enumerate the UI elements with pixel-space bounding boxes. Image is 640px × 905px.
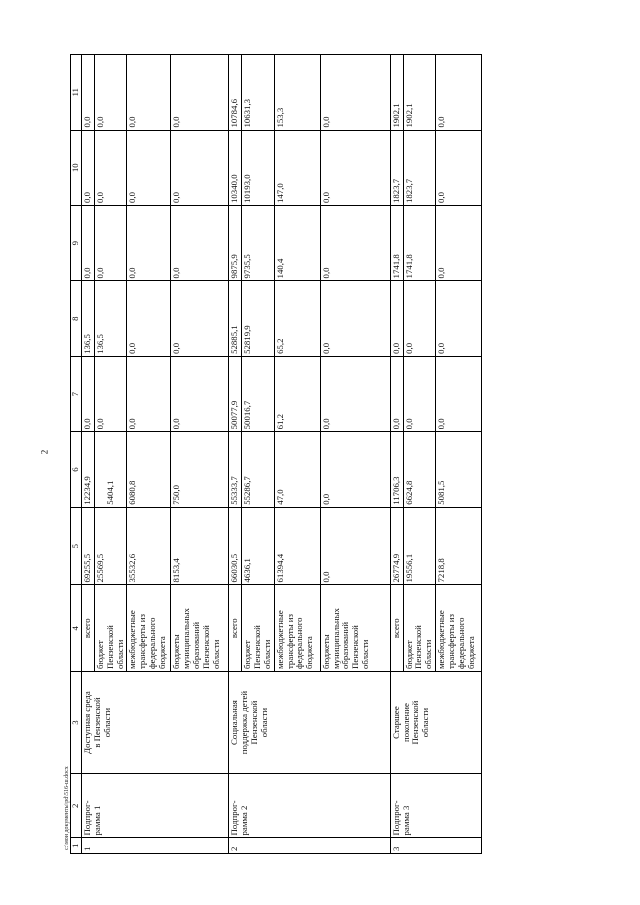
value-cell: 0,0 — [82, 205, 95, 280]
value-cell: 10193,0 — [242, 130, 275, 205]
funding-source-cell: бюджет Пензенской области — [94, 585, 127, 672]
row-c1-cell: 2 — [229, 838, 390, 854]
value-cell: 26774,9 — [390, 507, 403, 585]
header-cell: 5 — [71, 507, 82, 585]
value-cell: 0,0 — [320, 281, 390, 356]
funding-source-cell: всего — [229, 585, 242, 672]
row-c2-cell: Подпрог- рамма 3 — [390, 774, 481, 838]
value-cell: 55333,7 — [229, 432, 242, 507]
value-cell: 1902,1 — [390, 55, 403, 131]
funding-source-cell: межбюджетные трансферты из федерального бюджета — [127, 585, 171, 672]
header-cell: 7 — [71, 356, 82, 431]
header-cell: 2 — [71, 774, 82, 838]
value-cell: 55286,7 — [242, 432, 275, 507]
funding-source-cell: бюджеты муниципальных образований Пензенской области — [320, 585, 390, 672]
value-cell: 10340,0 — [229, 130, 242, 205]
value-cell: 0,0 — [127, 281, 171, 356]
table-row — [82, 55, 95, 854]
value-cell: 0,0 — [390, 281, 403, 356]
value-cell: 153,3 — [274, 55, 320, 131]
header-row — [71, 55, 82, 854]
value-cell: 0,0 — [320, 432, 390, 507]
value-cell: 12234,9 — [82, 432, 95, 507]
budget-table — [70, 54, 482, 854]
value-cell: 69255,5 — [82, 507, 95, 585]
funding-source-cell: бюджеты муниципальных образований Пензенской области — [171, 585, 229, 672]
header-cell: 3 — [71, 672, 82, 774]
value-cell: 0,0 — [436, 281, 482, 356]
value-cell: 50077,9 — [229, 356, 242, 431]
funding-source-cell: всего — [82, 585, 95, 672]
value-cell: 136,5 — [82, 281, 95, 356]
page-number: 2 — [39, 449, 50, 455]
value-cell: 0,0 — [82, 356, 95, 431]
header-cell: 11 — [71, 55, 82, 131]
header-cell: 10 — [71, 130, 82, 205]
header-cell: 6 — [71, 432, 82, 507]
value-cell: 0,0 — [320, 356, 390, 431]
value-cell: 8153,4 — [171, 507, 229, 585]
header-cell: 8 — [71, 281, 82, 356]
value-cell: 10784,6 — [229, 55, 242, 131]
value-cell: 140,4 — [274, 205, 320, 280]
value-cell: 65,2 — [274, 281, 320, 356]
value-cell: 750,0 — [171, 432, 229, 507]
value-cell: 9875,9 — [229, 205, 242, 280]
header-cell: 4 — [71, 585, 82, 672]
funding-source-cell: бюджет Пензенской области — [242, 585, 275, 672]
value-cell: 0,0 — [171, 55, 229, 131]
funding-source-cell: межбюджетные трансферты из федерального бюджета — [274, 585, 320, 672]
value-cell: 50016,7 — [242, 356, 275, 431]
value-cell: 0,0 — [171, 356, 229, 431]
value-cell: 0,0 — [320, 205, 390, 280]
value-cell: 4636,1 — [242, 507, 275, 585]
value-cell: 35532,6 — [127, 507, 171, 585]
value-cell: 0,0 — [436, 130, 482, 205]
row-c1-cell: 3 — [390, 838, 481, 854]
value-cell: 1823,7 — [390, 130, 403, 205]
value-cell: 47,0 — [274, 432, 320, 507]
value-cell: 0,0 — [390, 356, 403, 431]
value-cell: 7218,8 — [436, 507, 482, 585]
value-cell: 1741,8 — [403, 205, 436, 280]
table-row — [229, 55, 242, 854]
value-cell: 0,0 — [403, 281, 436, 356]
value-cell: 1823,7 — [403, 130, 436, 205]
funding-source-cell: бюджет Пензенской области — [403, 585, 436, 672]
value-cell: 5081,5 — [436, 432, 482, 507]
row-c3-cell: Старшее поколение Пензенской области — [390, 672, 481, 774]
value-cell: 136,5 — [94, 281, 127, 356]
value-cell: 0,0 — [171, 205, 229, 280]
value-cell: 0,0 — [320, 130, 390, 205]
funding-source-cell: всего — [390, 585, 403, 672]
value-cell: 0,0 — [94, 55, 127, 131]
row-c1-cell: 1 — [82, 838, 229, 854]
value-cell: 61394,4 — [274, 507, 320, 585]
value-cell: 0,0 — [171, 281, 229, 356]
value-cell: 0,0 — [171, 130, 229, 205]
value-cell: 25569,5 — [94, 507, 127, 585]
value-cell: 9735,5 — [242, 205, 275, 280]
value-cell: 0,0 — [320, 507, 390, 585]
row-c2-cell: Подпрог- рамма 1 — [82, 774, 229, 838]
value-cell: 0,0 — [82, 130, 95, 205]
value-cell: 1741,8 — [390, 205, 403, 280]
value-cell: 0,0 — [320, 55, 390, 131]
value-cell: 6624,8 — [403, 432, 436, 507]
value-cell: 0,0 — [94, 356, 127, 431]
header-cell: 9 — [71, 205, 82, 280]
value-cell: 52885,1 — [229, 281, 242, 356]
value-cell: 10631,3 — [242, 55, 275, 131]
value-cell: 61,2 — [274, 356, 320, 431]
value-cell: 0,0 — [127, 55, 171, 131]
value-cell: 11706,3 — [390, 432, 403, 507]
row-c2-cell: Подпрог- рамма 2 — [229, 774, 390, 838]
table-row — [390, 55, 403, 854]
value-cell: 0,0 — [436, 55, 482, 131]
value-cell: 0,0 — [436, 205, 482, 280]
value-cell: 66030,5 — [229, 507, 242, 585]
value-cell: 0,0 — [94, 205, 127, 280]
value-cell: 1902,1 — [403, 55, 436, 131]
value-cell: 0,0 — [82, 55, 95, 131]
value-cell: 19556,1 — [403, 507, 436, 585]
value-cell: 147,0 — [274, 130, 320, 205]
footer-file-path: c:\мои документы\pd\516-ш.docx — [64, 766, 70, 850]
value-cell: 0,0 — [127, 205, 171, 280]
value-cell: 0,0 — [94, 130, 127, 205]
value-cell: 52819,9 — [242, 281, 275, 356]
row-c3-cell: Доступная среда в Пензенской области — [82, 672, 229, 774]
budget-table-container — [70, 54, 610, 854]
value-cell: 0,0 — [436, 356, 482, 431]
funding-source-cell: межбюджетные трансферты из федерального бюджета — [436, 585, 482, 672]
row-c3-cell: Социальная поддержка детей Пензенской области — [229, 672, 390, 774]
value-cell: 0,0 — [403, 356, 436, 431]
value-cell: 0,0 — [127, 130, 171, 205]
value-cell: 5404,1 — [94, 432, 127, 507]
header-cell: 1 — [71, 838, 82, 854]
value-cell: 6080,8 — [127, 432, 171, 507]
value-cell: 0,0 — [127, 356, 171, 431]
